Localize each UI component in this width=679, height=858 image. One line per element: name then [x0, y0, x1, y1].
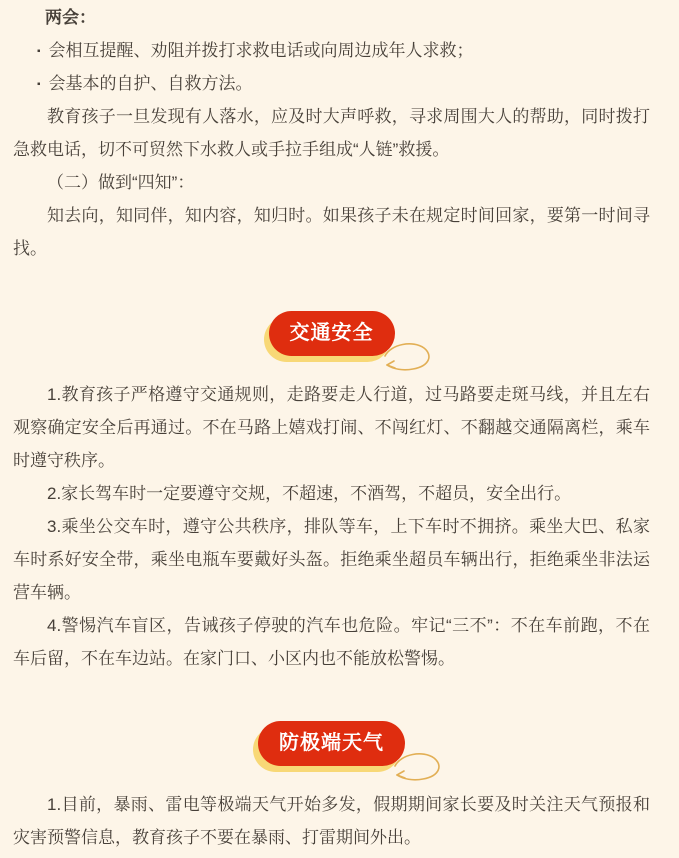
two-abilities-heading: 两会： — [45, 8, 96, 27]
paragraph-traffic-2: 2.家长驾车时一定要遵守交规，不超速，不酒驾，不超员，安全出行。 — [47, 484, 572, 503]
paragraph-drowning-rescue: 教育孩子一旦发现有人落水，应及时大声呼救，寻求周围大人的帮助，同时拨打急救电话，切不可贸然下水救人或手拉手组成“人链”救援。 — [13, 107, 650, 159]
extreme-weather-badge — [258, 721, 405, 766]
paragraph-four-knows-title: （二）做到“四知”： — [47, 173, 195, 192]
paragraph-traffic-3: 3.乘坐公交车时，遵守公共秩序，排队等车，上下车时不拥挤。乘坐大巴、私家车时系好安全带，乘坐电瓶车要戴好头盔。拒绝乘坐超员车辆出行，拒绝乘坐非法运营车辆。 — [13, 517, 650, 602]
bullet-item — [37, 34, 650, 67]
curl-arrow-icon — [393, 750, 443, 787]
bullet-item-text: 会相互提醒、劝阻并拨打求救电话或向周边成年人求救； — [48, 41, 474, 60]
extreme-weather-badge-row — [13, 721, 650, 766]
extreme-weather-badge-label: 防极端天气 — [279, 732, 384, 754]
bullet-item-text: 会基本的自护、自救方法。 — [48, 74, 253, 93]
paragraph-traffic-1: 1.教育孩子严格遵守交通规则，走路要走人行道，过马路要走斑马线，并且左右观察确定安全后再通过。不在马路上嬉戏打闹、不闯红灯、不翻越交通隔离栏，乘车时遵守秩序。 — [13, 385, 650, 470]
square-bullet-icon: ▪ — [37, 46, 41, 57]
traffic-safety-badge-label: 交通安全 — [289, 322, 374, 344]
paragraph-weather-1: 1.目前，暴雨、雷电等极端天气开始多发，假期期间家长要及时关注天气预报和灾害预警信息，教育孩子不要在暴雨、打雷期间外出。 — [13, 795, 650, 847]
paragraph-four-knows: 知去向，知同伴，知内容，知归时。如果孩子未在规定时间回家，要第一时间寻找。 — [13, 206, 650, 258]
traffic-safety-badge — [269, 311, 395, 356]
square-bullet-icon: ▪ — [37, 79, 41, 90]
paragraph-traffic-4: 4.警惕汽车盲区，告诫孩子停驶的汽车也危险。牢记“三不”：不在车前跑，不在车后留，不在车边站。在家门口、小区内也不能放松警惕。 — [13, 616, 650, 668]
traffic-safety-badge-row — [13, 311, 650, 356]
curl-arrow-icon — [383, 340, 433, 377]
bullet-item — [37, 67, 650, 100]
